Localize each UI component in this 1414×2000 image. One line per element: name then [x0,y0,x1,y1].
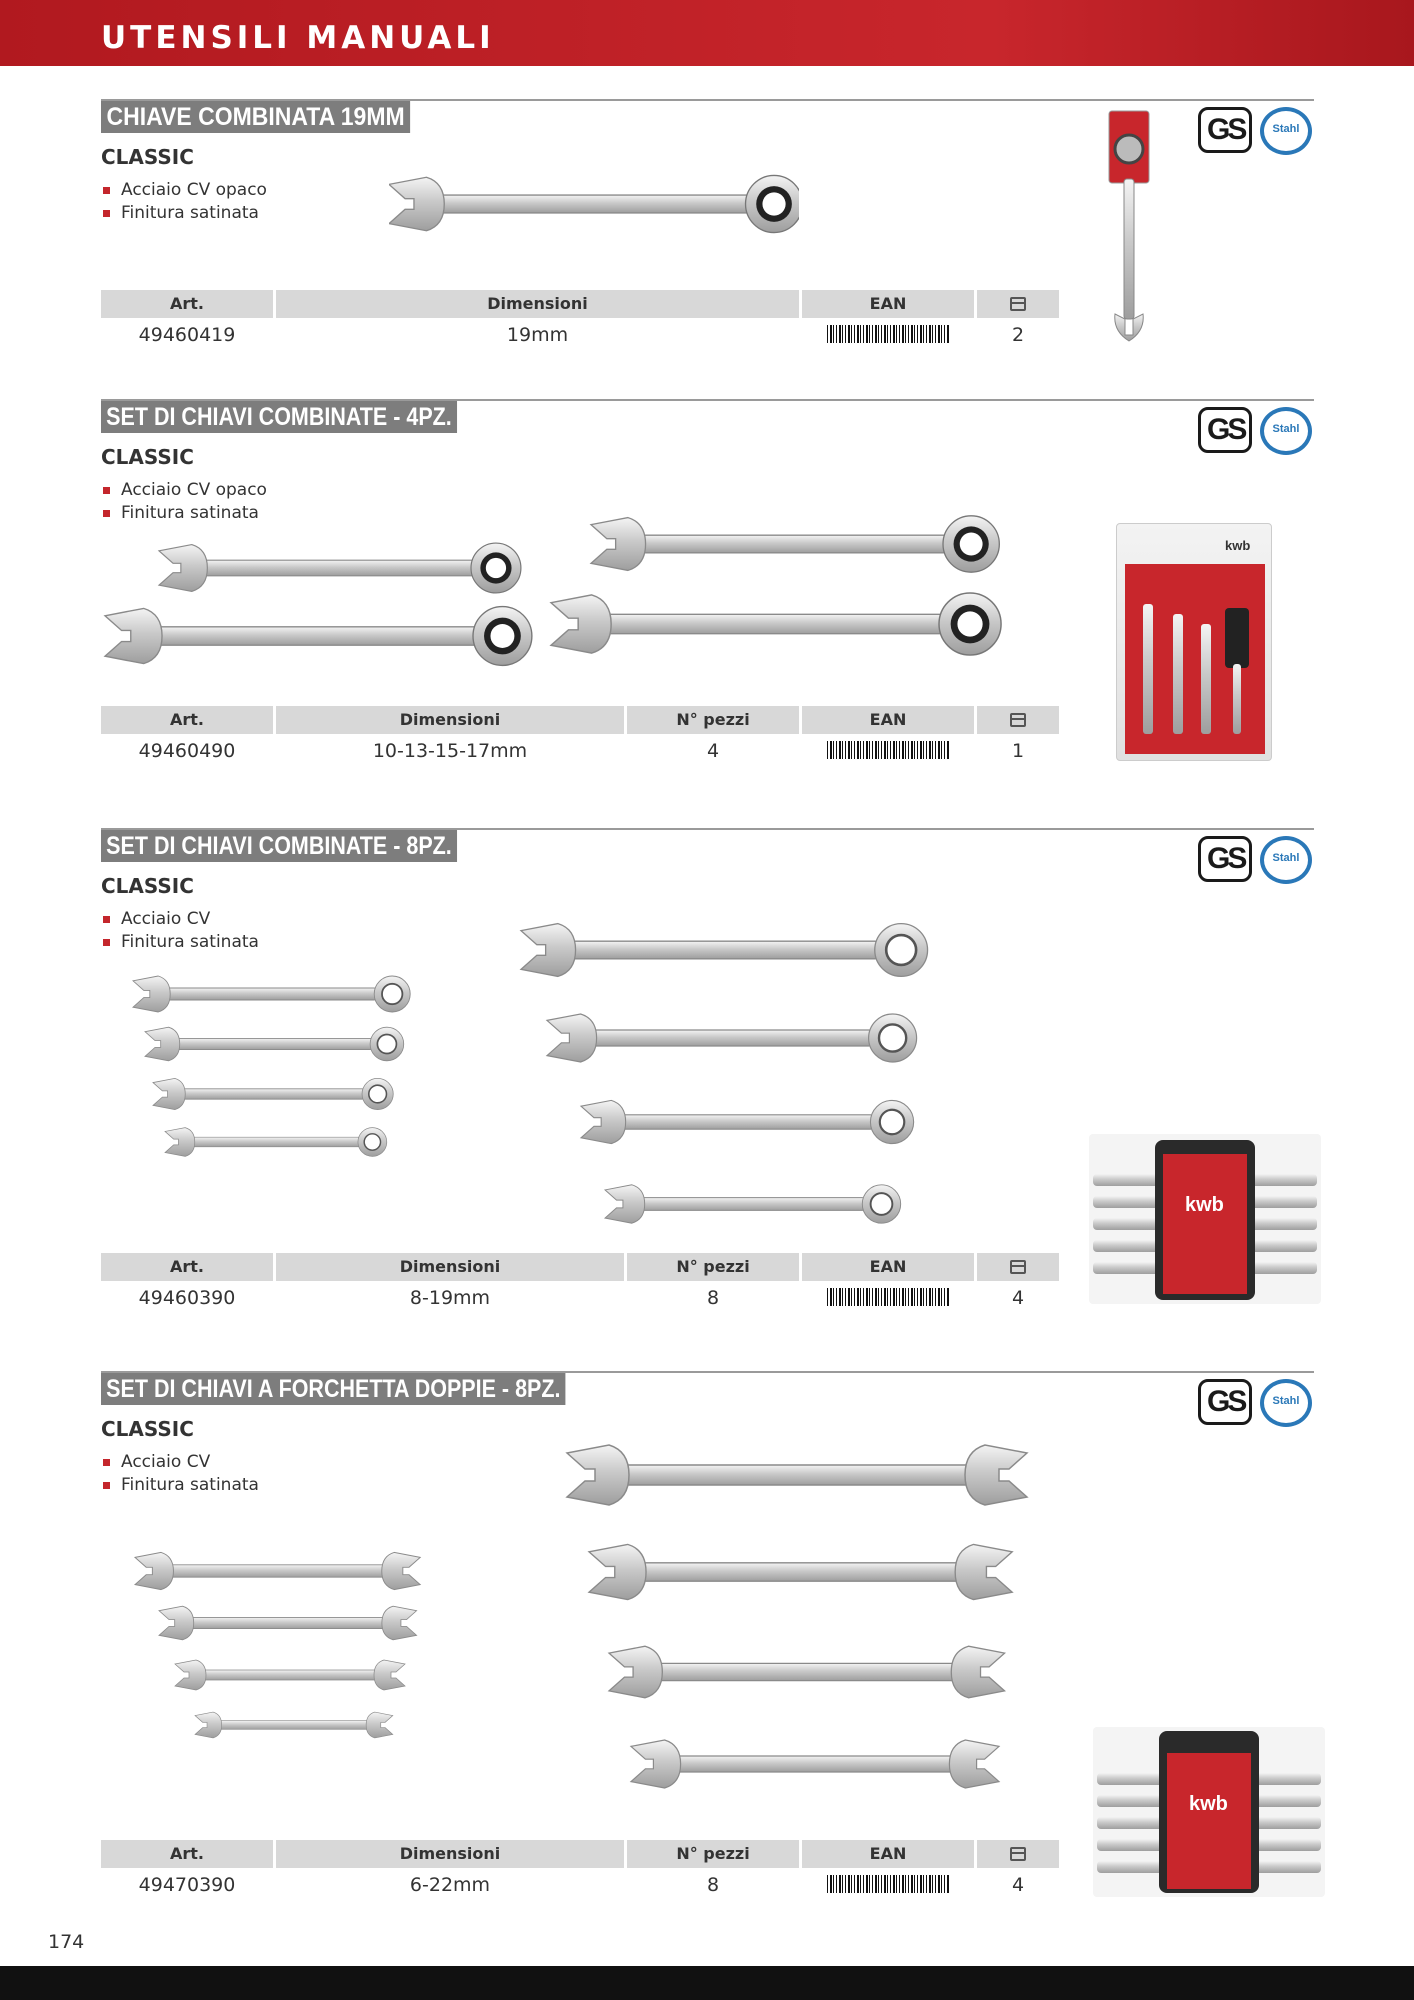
dimensioni-value: 10-13-15-17mm [372,740,528,762]
col-ean-header: EAN [802,1840,974,1868]
product-title: SET DI CHIAVI COMBINATE - 4PZ. [101,401,457,433]
col-pezzi-header: N° pezzi [627,1840,799,1868]
col-art-header: Art. [101,1840,273,1868]
product-line: CLASSIC [101,145,194,169]
col-box-header [977,290,1059,318]
art-value: 49470390 [138,1874,236,1896]
stahl-icon: Stahl [1260,407,1312,455]
gs-mark-icon: GS [1198,836,1252,882]
col-dimensioni-header: Dimensioni [276,1840,624,1868]
certification-badges [1198,836,1314,884]
barcode-icon [827,325,949,349]
feature-item: Acciaio CV [101,908,259,931]
package-photo: kwb [1116,523,1272,761]
gs-mark-icon: GS [1198,1379,1252,1425]
barcode-icon [827,1288,949,1312]
col-dimensioni-header: Dimensioni [276,1253,624,1281]
feature-list [101,179,267,225]
stahl-icon: Stahl [1260,107,1312,155]
col-box-header [977,706,1059,734]
package-photo: kwb [1093,1727,1325,1897]
product-photo [101,1421,1061,1821]
feature-item: Finitura satinata [101,202,267,225]
col-box-header [977,1840,1059,1868]
col-art-header: Art. [101,290,273,318]
barcode-icon [827,741,949,765]
box-qty-value: 4 [1011,1287,1025,1309]
product-line: CLASSIC [101,874,194,898]
col-ean-header: EAN [802,706,974,734]
product-section-2 [101,399,1314,779]
box-qty-value: 2 [1011,324,1025,346]
product-line: CLASSIC [101,1417,194,1441]
product-section-1 [101,99,1314,359]
product-title: CHIAVE COMBINATA 19MM [101,101,410,133]
feature-item: Acciaio CV opaco [101,479,267,502]
ean-value [802,738,974,764]
certification-badges [1198,407,1314,455]
ean-value [802,322,974,348]
package-photo [1101,109,1161,349]
gs-mark-icon: GS [1198,107,1252,153]
pezzi-value: 8 [706,1874,720,1896]
certification-badges [1198,107,1314,155]
feature-item: Acciaio CV opaco [101,179,267,202]
col-ean-header: EAN [802,1253,974,1281]
dimensioni-value: 8-19mm [409,1287,491,1309]
barcode-icon [827,1875,949,1899]
product-photo [101,888,1061,1228]
certification-badges [1198,1379,1314,1427]
col-pezzi-header: N° pezzi [627,1253,799,1281]
col-pezzi-header: N° pezzi [627,706,799,734]
col-art-header: Art. [101,1253,273,1281]
art-value: 49460419 [138,324,236,346]
gs-mark-icon: GS [1198,407,1252,453]
page-number: 174 [48,1931,85,1953]
col-art-header: Art. [101,706,273,734]
col-dimensioni-header: Dimensioni [276,290,799,318]
product-section-4 [101,1371,1314,1911]
col-box-header [977,1253,1059,1281]
box-icon [1010,297,1026,311]
stahl-icon: Stahl [1260,836,1312,884]
box-icon [1010,1260,1026,1274]
product-line: CLASSIC [101,445,194,469]
col-dimensioni-header: Dimensioni [276,706,624,734]
package-photo: kwb [1089,1134,1321,1304]
product-photo [389,159,799,249]
box-icon [1010,713,1026,727]
feature-item: Finitura satinata [101,931,259,954]
category-banner [0,0,1414,66]
box-icon [1010,1847,1026,1861]
pezzi-value: 4 [706,740,720,762]
product-photo [101,504,1061,674]
stahl-icon: Stahl [1260,1379,1312,1427]
box-qty-value: 1 [1011,740,1025,762]
ean-value [802,1872,974,1898]
dimensioni-value: 19mm [506,324,569,346]
feature-item: Acciaio CV [101,1451,259,1474]
product-title: SET DI CHIAVI COMBINATE - 8PZ. [101,830,457,862]
footer-band [0,1966,1414,2000]
dimensioni-value: 6-22mm [409,1874,491,1896]
product-section-3 [101,828,1314,1328]
product-title: SET DI CHIAVI A FORCHETTA DOPPIE - 8PZ. [101,1373,566,1405]
feature-item: Finitura satinata [101,502,267,525]
col-ean-header: EAN [802,290,974,318]
art-value: 49460490 [138,740,236,762]
category-title: UTENSILI MANUALI [101,20,495,56]
ean-value [802,1285,974,1311]
pezzi-value: 8 [706,1287,720,1309]
box-qty-value: 4 [1011,1874,1025,1896]
art-value: 49460390 [138,1287,236,1309]
feature-item: Finitura satinata [101,1474,259,1497]
